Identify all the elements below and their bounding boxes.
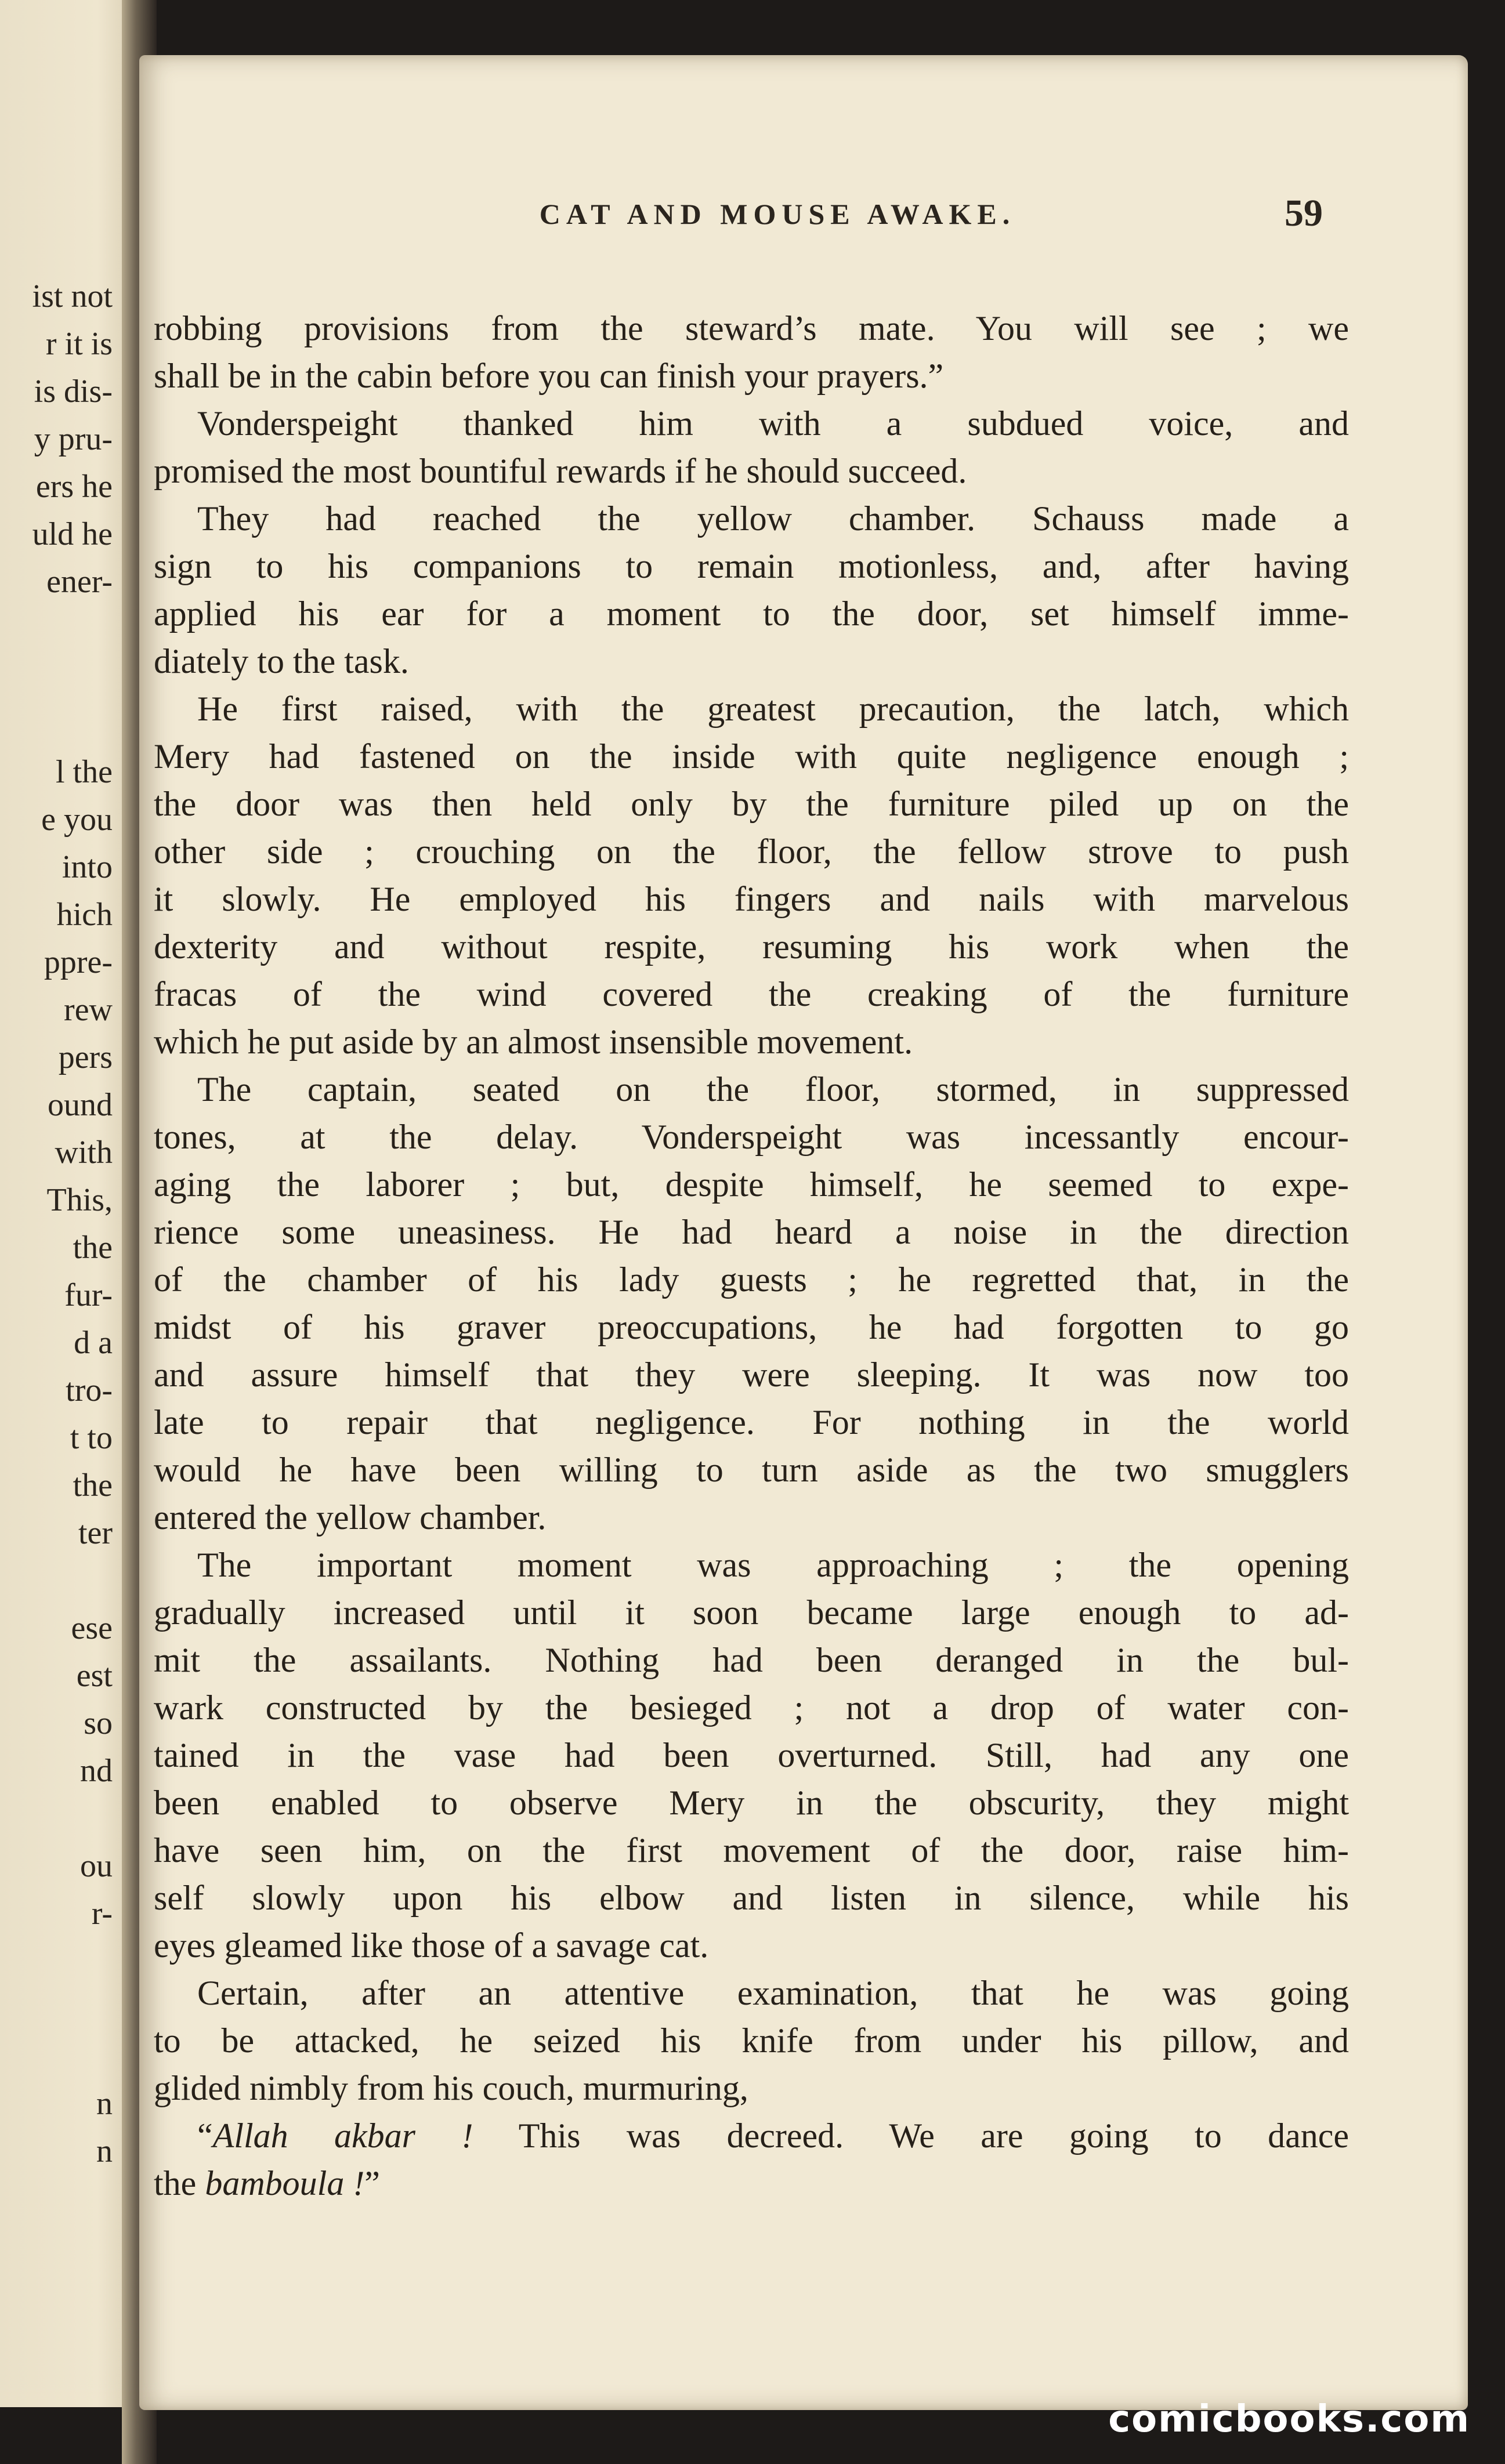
text-line: sign to his companions to remain motionless, and, after having <box>154 547 1349 585</box>
book-page <box>139 55 1468 2410</box>
text-line: The important moment was approaching ; the opening <box>197 1546 1349 1584</box>
italic-phrase: bamboula ! <box>205 2164 365 2202</box>
text-line: Vonderspeight thanked him with a subdued voice, and <box>197 404 1349 443</box>
text-line: have seen him, on the first movement of the door, raise him- <box>154 1831 1349 1869</box>
previous-page-fragment: the <box>73 1467 113 1503</box>
text-run: the <box>154 2164 205 2202</box>
previous-page-fragment: n <box>96 2133 113 2169</box>
text-line: rience some uneasiness. He had heard a noise in the direction <box>154 1213 1349 1251</box>
previous-page-text-fragments <box>0 273 133 2175</box>
text-line: tained in the vase had been overturned. Still, had any one <box>154 1736 1349 1774</box>
page-number: 59 <box>1285 192 1323 234</box>
previous-page-fragment <box>0 606 133 653</box>
italic-phrase: Allah akbar ! <box>212 2117 473 2155</box>
text-line: it slowly. He employed his fingers and nails with marvelous <box>154 880 1349 918</box>
text-line: He first raised, with the greatest precaution, the latch, which <box>197 690 1349 728</box>
text-line: tones, at the delay. Vonderspeight was incessantly encour- <box>154 1118 1349 1156</box>
previous-page-fragment: so <box>84 1705 113 1741</box>
text-line: of the chamber of his lady guests ; he regretted that, in the <box>154 1260 1349 1299</box>
text-line: diately to the task. <box>154 642 409 680</box>
body-text <box>154 305 1349 2207</box>
text-line: eyes gleamed like those of a savage cat. <box>154 1926 709 1965</box>
previous-page-fragment <box>0 1795 133 1842</box>
text-line: robbing provisions from the steward’s mate. You will see ; we <box>154 309 1349 347</box>
text-line: mit the assailants. Nothing had been deranged in the bul- <box>154 1641 1349 1679</box>
text-line: promised the most bountiful rewards if he should succeed. <box>154 452 967 490</box>
text-run: This was decreed. We are going to dance <box>473 2117 1350 2155</box>
previous-page-fragment <box>0 1937 133 1985</box>
previous-page-fragment: ist not <box>32 278 113 314</box>
text-line: aging the laborer ; but, despite himself, he seemed to expe- <box>154 1165 1349 1204</box>
previous-page-fragment: rew <box>64 992 113 1028</box>
text-line: dexterity and without respite, resuming his work when the <box>154 927 1349 966</box>
previous-page-fragment: ter <box>78 1515 113 1551</box>
previous-page-fragment <box>0 1557 133 1604</box>
previous-page-fragment: t to <box>70 1420 113 1456</box>
previous-page-fragment: l the <box>56 754 113 790</box>
previous-page-fragment <box>0 701 133 748</box>
text-line: They had reached the yellow chamber. Schauss made a <box>197 499 1349 538</box>
quote-mark: ” <box>364 2164 380 2202</box>
previous-page-fragment: ound <box>48 1087 113 1123</box>
previous-page-fragment <box>0 653 133 701</box>
previous-page-fragment: into <box>61 849 113 885</box>
previous-page-fragment: with <box>55 1135 113 1171</box>
text-line: other side ; crouching on the floor, the fellow strove to push <box>154 832 1349 871</box>
text-line: Certain, after an attentive examination, that he was going <box>197 1974 1349 2012</box>
text-line: late to repair that negligence. For nothing in the world <box>154 1403 1349 1441</box>
previous-page-edge <box>0 0 139 2407</box>
previous-page-fragment: tro- <box>66 1372 113 1408</box>
previous-page-fragment: pers <box>58 1039 113 1075</box>
previous-page-fragment: y pru- <box>34 421 113 457</box>
text-line <box>154 2159 1349 2207</box>
previous-page-fragment: the <box>73 1230 113 1266</box>
text-line: to be attacked, he seized his knife from under his pillow, and <box>154 2021 1349 2060</box>
previous-page-fragment: est <box>76 1658 113 1694</box>
quote-mark: “ <box>197 2117 213 2155</box>
text-line: gradually increased until it soon became large enough to ad- <box>154 1593 1349 1632</box>
text-line: and assure himself that they were sleeping. It was now too <box>154 1356 1349 1394</box>
previous-page-fragment: e you <box>41 802 113 838</box>
previous-page-fragment: r it is <box>45 326 113 362</box>
previous-page-fragment: r- <box>91 1896 113 1932</box>
text-line: entered the yellow chamber. <box>154 1498 547 1537</box>
text-line: would he have been willing to turn aside as the two smugglers <box>154 1451 1349 1489</box>
previous-page-fragment: This, <box>46 1182 113 1218</box>
previous-page-fragment: fur- <box>64 1277 113 1313</box>
previous-page-fragment <box>0 1985 133 2032</box>
previous-page-fragment: ers he <box>35 469 113 505</box>
previous-page-fragment: hich <box>56 897 113 933</box>
text-line: midst of his graver preoccupations, he had forgotten to go <box>154 1308 1349 1346</box>
text-line: fracas of the wind covered the creaking of the furniture <box>154 975 1349 1013</box>
previous-page-fragment: nd <box>80 1753 113 1789</box>
text-line: which he put aside by an almost insensible movement. <box>154 1023 913 1061</box>
previous-page-fragment: d a <box>74 1325 113 1361</box>
text-line: Mery had fastened on the inside with quite negligence enough ; <box>154 737 1349 776</box>
previous-page-fragment: ppre- <box>44 944 113 980</box>
previous-page-fragment: uld he <box>32 516 113 552</box>
text-line: wark constructed by the besieged ; not a drop of water con- <box>154 1688 1349 1727</box>
text-line <box>154 2112 1349 2159</box>
previous-page-fragment: ener- <box>46 564 113 600</box>
text-line: The captain, seated on the floor, stormed, in suppressed <box>197 1070 1349 1108</box>
running-head-title: CAT AND MOUSE AWAKE. <box>539 198 1016 230</box>
text-line: been enabled to observe Mery in the obscurity, they might <box>154 1784 1349 1822</box>
text-line: applied his ear for a moment to the door, set himself imme- <box>154 595 1349 633</box>
previous-page-fragment: n <box>96 2086 113 2122</box>
running-head <box>139 192 1468 249</box>
previous-page-fragment <box>0 2032 133 2080</box>
text-line: the door was then held only by the furniture piled up on the <box>154 785 1349 823</box>
previous-page-fragment: ese <box>71 1610 113 1646</box>
text-line: shall be in the cabin before you can finish your prayers.” <box>154 357 944 395</box>
watermark-text: comicbooks.com <box>1108 2398 1470 2441</box>
text-line: glided nimbly from his couch, murmuring, <box>154 2069 748 2107</box>
previous-page-fragment: ou <box>80 1848 113 1884</box>
text-line: self slowly upon his elbow and listen in silence, while his <box>154 1879 1349 1917</box>
previous-page-fragment: is dis- <box>34 374 113 410</box>
